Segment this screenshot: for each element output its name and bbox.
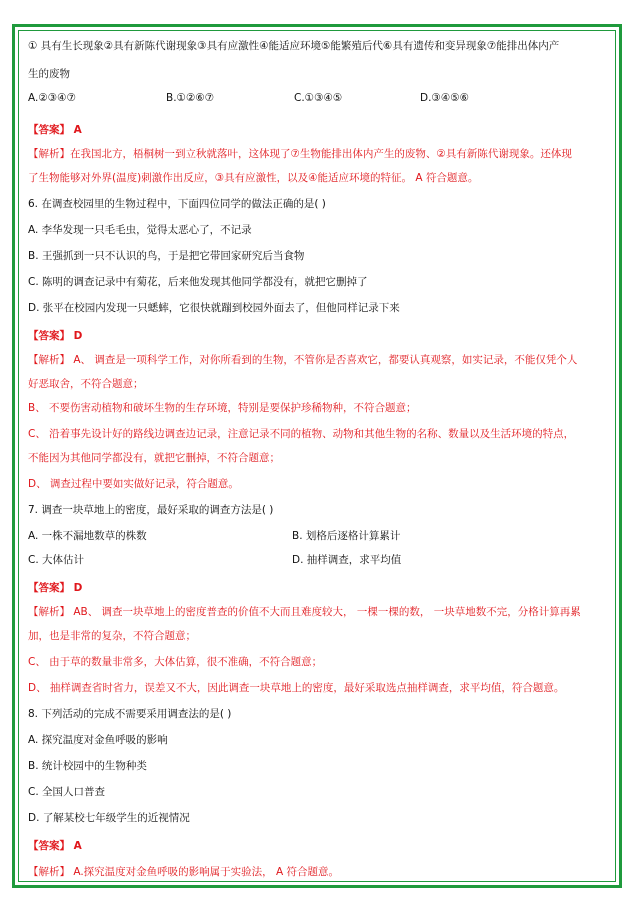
answer-value: A (73, 840, 82, 852)
q6-analysis-line: D、 调查过程中要如实做好记录，符合题意。 (28, 478, 239, 490)
answer-value: A (73, 124, 82, 136)
q8-analysis: 【解析】 A.探究温度对金鱼呼吸的影响属于实验法， A 符合题意。 (28, 866, 340, 878)
q8-option-b: B. 统计校园中的生物种类 (28, 760, 147, 772)
q6-answer (28, 328, 82, 343)
answer-label: 【答案】 (28, 330, 70, 342)
q7-option-d: D. 抽样调查，求平均值 (292, 554, 402, 566)
q6-option-a: A. 李华发现一只毛毛虫，觉得太恶心了，不记录 (28, 224, 252, 236)
q8-option-a: A. 探究温度对金鱼呼吸的影响 (28, 734, 168, 746)
q8-stem: 8. 下列活动的完成不需要采用调查法的是( ) (28, 708, 232, 720)
q7-analysis-line: D、 抽样调查省时省力，误差又不大，因此调查一块草地上的密度，最好采取选点抽样调查，求平均值，符合题意。 (28, 682, 565, 694)
q5-stem-line2: 生的废物 (28, 68, 70, 80)
q7-analysis-line: C、 由于草的数量非常多，大体估算，很不准确，不符合题意； (28, 656, 323, 668)
q7-analysis-line: 【解析】 AB、 调查一块草地上的密度普查的价值不大而且难度较大， 一棵一棵的数， 一块草地数不完，分格计算再累 (28, 606, 581, 618)
q6-option-d: D. 张平在校园内发现一只蟋蟀，它很快就蹦到校园外面去了，但他同样记录下来 (28, 302, 400, 314)
answer-value: D (73, 330, 83, 342)
q5-option-d: D.③④⑤⑥ (420, 92, 470, 104)
answer-label: 【答案】 (28, 124, 70, 136)
answer-value: D (73, 582, 83, 594)
q5-analysis-line1: 【解析】在我国北方，梧桐树一到立秋就落叶，这体现了⑦生物能排出体内产生的废物、②具有新陈代谢现象。还体现 (28, 148, 572, 160)
q6-stem: 6. 在调查校园里的生物过程中，下面四位同学的做法正确的是( ) (28, 198, 326, 210)
q7-option-b: B. 划格后逐格计算累计 (292, 530, 401, 542)
q5-answer (28, 122, 82, 137)
q7-analysis-line: 加，也是非常的复杂，不符合题意； (28, 630, 196, 642)
q6-analysis-line: 【解析】 A、 调查是一项科学工作，对你所看到的生物，不管你是否喜欢它，都要认真观察，如实记录，不能仅凭个人 (28, 354, 578, 366)
q6-option-b: B. 王强抓到一只不认识的鸟，于是把它带回家研究后当食物 (28, 250, 305, 262)
answer-label: 【答案】 (28, 582, 70, 594)
q5-option-b: B.①②⑥⑦ (166, 92, 215, 104)
q8-option-c: C. 全国人口普查 (28, 786, 106, 798)
q7-option-a: A. 一株不漏地数草的株数 (28, 530, 147, 542)
q5-option-a: A.②③④⑦ (28, 92, 76, 104)
q6-analysis-line: 不能因为其他同学都没有，就把它删掉，不符合题意； (28, 452, 280, 464)
q8-answer (28, 838, 82, 853)
q5-stem-line1: ① 具有生长现象②具有新陈代谢现象③具有应激性④能适应环境⑤能繁殖后代⑥具有遗传和变异现象⑦能排出体内产 (28, 40, 560, 52)
q7-option-c: C. 大体估计 (28, 554, 85, 566)
q5-analysis-line2: 了生物能够对外界(温度)刺激作出反应，③具有应激性，以及④能适应环境的特征。 A 符合题意。 (28, 172, 479, 184)
answer-label: 【答案】 (28, 840, 70, 852)
q6-option-c: C. 陈明的调查记录中有菊花，后来他发现其他同学都没有，就把它删掉了 (28, 276, 368, 288)
q7-answer (28, 580, 82, 595)
q8-option-d: D. 了解某校七年级学生的近视情况 (28, 812, 190, 824)
q5-option-c: C.①③④⑤ (294, 92, 343, 104)
q7-stem: 7. 调查一块草地上的密度，最好采取的调查方法是( ) (28, 504, 274, 516)
q6-analysis-line: C、 沿着事先设计好的路线边调查边记录，注意记录不同的植物、动物和其他生物的名称、数量以及生活环境的特点， (28, 428, 575, 440)
q6-analysis-line: B、 不要伤害动植物和破坏生物的生存环境，特别是要保护珍稀物种，不符合题意； (28, 402, 417, 414)
q6-analysis-line: 好恶取舍，不符合题意； (28, 378, 144, 390)
